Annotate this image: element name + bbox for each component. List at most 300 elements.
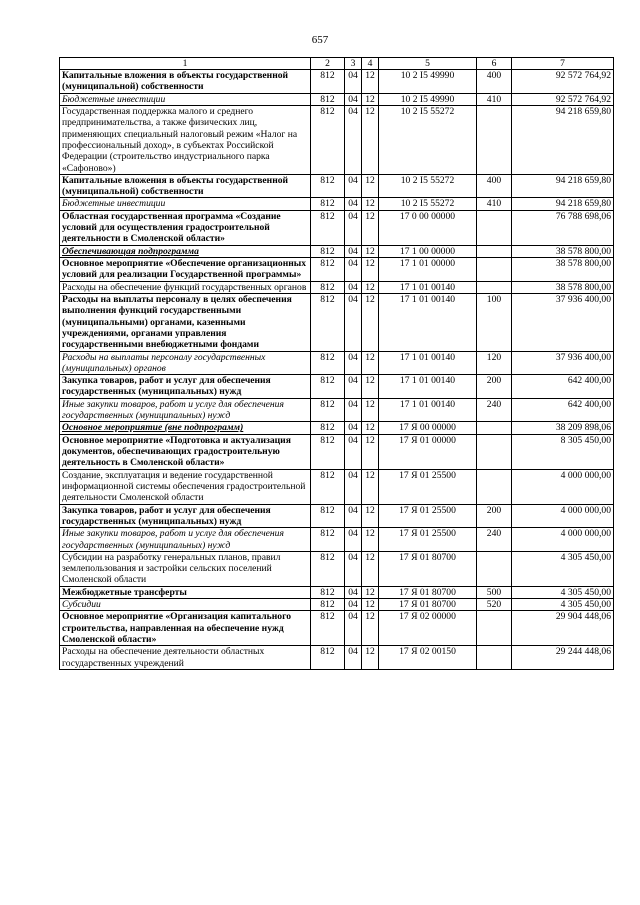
expense-type-code-cell	[477, 398, 512, 422]
target-article-code-cell	[379, 210, 477, 245]
amount-cell	[512, 93, 614, 105]
target-article-code-cell	[379, 646, 477, 670]
target-article-code: 17 Я 01 25500	[399, 469, 456, 481]
table-row	[60, 70, 614, 94]
target-article-code-cell	[379, 70, 477, 94]
table-row	[60, 198, 614, 210]
amount: 38 578 800,00	[555, 281, 611, 293]
amount-cell	[512, 293, 614, 351]
subsection-code-cell	[362, 281, 379, 293]
target-article-code: 10 2 I5 49990	[400, 93, 455, 105]
ministry-code-cell	[311, 504, 345, 528]
subsection-code-cell	[362, 70, 379, 94]
expense-type-code: 120	[486, 351, 502, 363]
subsection-code: 12	[365, 93, 375, 105]
expense-type-code-cell	[477, 293, 512, 351]
section-code: 04	[348, 258, 358, 269]
row-name-cell	[60, 293, 311, 351]
ministry-code-cell	[311, 586, 345, 598]
subsection-code-cell	[362, 245, 379, 257]
table-row	[60, 398, 614, 422]
row-name-cell	[60, 586, 311, 598]
target-article-code: 10 2 I5 49990	[400, 70, 455, 81]
ministry-code-cell	[311, 293, 345, 351]
section-code: 04	[348, 93, 358, 105]
ministry-code: 812	[320, 70, 335, 81]
expense-type-code: 200	[486, 504, 502, 516]
amount-cell	[512, 434, 614, 469]
target-article-code-cell	[379, 93, 477, 105]
subsection-code-cell	[362, 198, 379, 210]
ministry-code-cell	[311, 245, 345, 257]
section-code-cell	[345, 528, 362, 552]
target-article-code: 17 Я 01 00000	[399, 434, 456, 446]
subsection-code: 12	[365, 293, 375, 305]
table-row	[60, 375, 614, 399]
ministry-code-cell	[311, 646, 345, 670]
section-code-cell	[345, 351, 362, 375]
row-name-cell	[60, 528, 311, 552]
ministry-code: 812	[320, 245, 335, 257]
expense-type-code: 410	[486, 93, 502, 105]
amount: 37 936 400,00	[555, 293, 611, 305]
column-header: 2	[311, 58, 345, 70]
expense-type-code: 100	[486, 293, 502, 305]
table-row	[60, 93, 614, 105]
amount-cell	[512, 245, 614, 257]
section-code-cell	[345, 281, 362, 293]
row-name: Субсидии на разработку генеральных планов, правил землепользования и застройки сельских поселений Смоленской области	[62, 551, 281, 586]
ministry-code: 812	[320, 174, 335, 186]
amount: 8 305 450,00	[560, 434, 611, 446]
row-name: Расходы на выплаты персоналу государственных (муниципальных) органов	[62, 351, 266, 374]
amount: 4 000 000,00	[560, 528, 611, 540]
amount-cell	[512, 551, 614, 586]
table-row	[60, 646, 614, 670]
ministry-code: 812	[320, 586, 335, 598]
section-code-cell	[345, 375, 362, 399]
amount: 642 400,00	[567, 398, 611, 410]
row-name-cell	[60, 375, 311, 399]
amount-cell	[512, 105, 614, 174]
section-code-cell	[345, 599, 362, 611]
row-name-cell	[60, 258, 311, 282]
row-name-cell	[60, 504, 311, 528]
amount-cell	[512, 528, 614, 552]
target-article-code: 17 Я 01 80700	[399, 599, 456, 611]
subsection-code: 12	[365, 351, 375, 363]
ministry-code-cell	[311, 375, 345, 399]
subsection-code: 12	[365, 281, 375, 293]
target-article-code-cell	[379, 422, 477, 434]
ministry-code-cell	[311, 611, 345, 646]
section-code: 04	[348, 504, 358, 516]
expense-type-code: 400	[486, 174, 502, 186]
amount: 4 305 450,00	[560, 586, 611, 598]
section-code-cell	[345, 586, 362, 598]
subsection-code: 12	[365, 398, 375, 410]
ministry-code-cell	[311, 599, 345, 611]
table-body	[60, 70, 614, 670]
expense-type-code-cell	[477, 281, 512, 293]
table-row	[60, 504, 614, 528]
section-code-cell	[345, 611, 362, 646]
target-article-code-cell	[379, 504, 477, 528]
ministry-code: 812	[320, 93, 335, 105]
section-code: 04	[348, 422, 358, 434]
target-article-code-cell	[379, 586, 477, 598]
ministry-code: 812	[320, 105, 335, 117]
target-article-code-cell	[379, 174, 477, 198]
budget-table	[59, 57, 614, 670]
amount-cell	[512, 70, 614, 94]
row-name-cell	[60, 174, 311, 198]
section-code-cell	[345, 469, 362, 504]
subsection-code: 12	[365, 210, 375, 222]
amount-cell	[512, 469, 614, 504]
section-code-cell	[345, 293, 362, 351]
section-code-cell	[345, 198, 362, 210]
ministry-code: 812	[320, 611, 335, 623]
row-name: Государственная поддержка малого и среднего предпринимательства, а также физических лиц, применяющих специальный налоговый режим «Налог на профессиональный доход», в субъектах Российской Федерации (строительство индустриального парка «Сафоново»)	[62, 105, 298, 174]
target-article-code: 17 1 01 00140	[399, 398, 456, 410]
section-code: 04	[348, 293, 358, 305]
row-name-cell	[60, 351, 311, 375]
target-article-code-cell	[379, 258, 477, 282]
target-article-code: 17 Я 00 00000	[399, 422, 456, 434]
row-name-cell	[60, 245, 311, 257]
section-code: 04	[348, 351, 358, 363]
target-article-code-cell	[379, 293, 477, 351]
amount: 94 218 659,80	[555, 174, 611, 186]
ministry-code-cell	[311, 210, 345, 245]
subsection-code-cell	[362, 586, 379, 598]
target-article-code: 17 1 01 00140	[399, 351, 456, 363]
row-name: Основное мероприятие «Подготовка и актуализация документов, обеспечивающих градостроительную деятельность в Смоленской области»	[62, 434, 291, 469]
subsection-code: 12	[365, 551, 375, 563]
ministry-code: 812	[320, 599, 335, 611]
target-article-code: 17 Я 01 25500	[399, 504, 456, 516]
amount: 4 000 000,00	[560, 504, 611, 516]
amount: 38 578 800,00	[555, 245, 611, 257]
row-name-cell	[60, 599, 311, 611]
section-code: 04	[348, 551, 358, 563]
row-name: Обеспечивающая подпрограмма	[62, 245, 199, 257]
amount: 92 572 764,92	[555, 70, 611, 81]
target-article-code: 17 Я 01 80700	[399, 586, 456, 598]
ministry-code: 812	[320, 504, 335, 516]
expense-type-code-cell	[477, 375, 512, 399]
subsection-code-cell	[362, 551, 379, 586]
amount-cell	[512, 611, 614, 646]
section-code: 04	[348, 434, 358, 446]
table-row	[60, 551, 614, 586]
section-code: 04	[348, 70, 358, 81]
amount: 94 218 659,80	[555, 198, 611, 210]
amount-cell	[512, 586, 614, 598]
table-row	[60, 293, 614, 351]
target-article-code: 17 1 00 00000	[399, 245, 456, 257]
target-article-code: 17 0 00 00000	[399, 210, 456, 222]
subsection-code: 12	[365, 434, 375, 446]
row-name-cell	[60, 198, 311, 210]
amount: 38 209 898,06	[555, 422, 611, 434]
subsection-code-cell	[362, 105, 379, 174]
target-article-code: 17 1 01 00000	[399, 258, 456, 269]
ministry-code: 812	[320, 469, 335, 481]
subsection-code: 12	[365, 469, 375, 481]
subsection-code-cell	[362, 422, 379, 434]
section-code: 04	[348, 210, 358, 222]
row-name: Закупка товаров, работ и услуг для обеспечения государственных (муниципальных) нужд	[62, 375, 271, 398]
ministry-code-cell	[311, 528, 345, 552]
expense-type-code-cell	[477, 646, 512, 670]
expense-type-code-cell	[477, 210, 512, 245]
column-header: 3	[345, 58, 362, 70]
target-article-code-cell	[379, 375, 477, 399]
ministry-code-cell	[311, 434, 345, 469]
target-article-code: 10 2 I5 55272	[400, 174, 455, 186]
subsection-code: 12	[365, 245, 375, 257]
amount: 76 788 698,06	[555, 210, 611, 222]
expense-type-code-cell	[477, 551, 512, 586]
row-name-cell	[60, 70, 311, 94]
subsection-code-cell	[362, 93, 379, 105]
ministry-code: 812	[320, 210, 335, 222]
ministry-code-cell	[311, 551, 345, 586]
expense-type-code: 410	[486, 198, 502, 210]
ministry-code-cell	[311, 174, 345, 198]
expense-type-code-cell	[477, 528, 512, 552]
expense-type-code-cell	[477, 504, 512, 528]
row-name: Капитальные вложения в объекты государственной (муниципальной) собственности	[62, 174, 289, 198]
table-row	[60, 422, 614, 434]
ministry-code-cell	[311, 70, 345, 94]
ministry-code: 812	[320, 551, 335, 563]
amount: 4 305 450,00	[560, 551, 611, 563]
ministry-code: 812	[320, 258, 335, 269]
ministry-code-cell	[311, 198, 345, 210]
column-header: 4	[362, 58, 379, 70]
amount-cell	[512, 375, 614, 399]
subsection-code: 12	[365, 504, 375, 516]
row-name: Расходы на обеспечение функций государственных органов	[62, 281, 307, 293]
target-article-code-cell	[379, 245, 477, 257]
ministry-code-cell	[311, 93, 345, 105]
section-code: 04	[348, 646, 358, 658]
amount: 29 244 448,06	[555, 646, 611, 658]
target-article-code-cell	[379, 105, 477, 174]
section-code: 04	[348, 599, 358, 611]
amount: 642 400,00	[567, 375, 611, 387]
column-header: 7	[512, 58, 614, 70]
target-article-code-cell	[379, 434, 477, 469]
table-row	[60, 434, 614, 469]
row-name: Расходы на обеспечение деятельности областных государственных учреждений	[62, 646, 265, 669]
expense-type-code-cell	[477, 611, 512, 646]
subsection-code-cell	[362, 398, 379, 422]
section-code-cell	[345, 70, 362, 94]
section-code: 04	[348, 611, 358, 623]
expense-type-code-cell	[477, 586, 512, 598]
row-name: Межбюджетные трансферты	[62, 586, 187, 598]
section-code: 04	[348, 281, 358, 293]
table-row	[60, 528, 614, 552]
ministry-code-cell	[311, 281, 345, 293]
row-name: Бюджетные инвестиции	[62, 93, 166, 105]
section-code: 04	[348, 528, 358, 540]
target-article-code: 17 1 01 00140	[399, 293, 456, 305]
section-code: 04	[348, 398, 358, 410]
section-code-cell	[345, 504, 362, 528]
section-code: 04	[348, 469, 358, 481]
row-name: Основное мероприятие «Организация капитального строительства, направленная на обеспечение нужд Смоленской области»	[62, 611, 291, 645]
subsection-code: 12	[365, 198, 375, 210]
section-code: 04	[348, 198, 358, 210]
ministry-code: 812	[320, 351, 335, 363]
section-code-cell	[345, 646, 362, 670]
ministry-code: 812	[320, 646, 335, 658]
subsection-code-cell	[362, 375, 379, 399]
table-row	[60, 469, 614, 504]
table-row	[60, 599, 614, 611]
target-article-code-cell	[379, 281, 477, 293]
table-row	[60, 351, 614, 375]
expense-type-code-cell	[477, 105, 512, 174]
column-header: 5	[379, 58, 477, 70]
row-name: Закупка товаров, работ и услуг для обеспечения государственных (муниципальных) нужд	[62, 504, 271, 527]
subsection-code: 12	[365, 105, 375, 117]
section-code-cell	[345, 422, 362, 434]
target-article-code-cell	[379, 198, 477, 210]
subsection-code-cell	[362, 599, 379, 611]
subsection-code: 12	[365, 375, 375, 387]
expense-type-code: 200	[486, 375, 502, 387]
table-row	[60, 281, 614, 293]
row-name-cell	[60, 611, 311, 646]
ministry-code: 812	[320, 281, 335, 293]
row-name-cell	[60, 93, 311, 105]
subsection-code-cell	[362, 434, 379, 469]
row-name: Капитальные вложения в объекты государственной (муниципальной) собственности	[62, 70, 289, 93]
ministry-code: 812	[320, 198, 335, 210]
column-header: 1	[60, 58, 311, 70]
ministry-code: 812	[320, 434, 335, 446]
amount-cell	[512, 210, 614, 245]
amount: 37 936 400,00	[555, 351, 611, 363]
expense-type-code-cell	[477, 93, 512, 105]
subsection-code-cell	[362, 504, 379, 528]
row-name-cell	[60, 398, 311, 422]
target-article-code: 17 Я 02 00150	[399, 646, 456, 658]
section-code: 04	[348, 375, 358, 387]
section-code-cell	[345, 105, 362, 174]
expense-type-code: 400	[486, 70, 502, 81]
ministry-code: 812	[320, 422, 335, 434]
ministry-code-cell	[311, 398, 345, 422]
row-name: Основное мероприятие «Обеспечение организационных условий для реализации Государственной программы»	[62, 258, 307, 281]
section-code: 04	[348, 245, 358, 257]
amount-cell	[512, 646, 614, 670]
subsection-code-cell	[362, 611, 379, 646]
subsection-code: 12	[365, 528, 375, 540]
ministry-code: 812	[320, 375, 335, 387]
subsection-code: 12	[365, 599, 375, 611]
row-name: Основное мероприятие (вне подпрограмм)	[62, 422, 244, 434]
expense-type-code: 240	[486, 398, 502, 410]
target-article-code-cell	[379, 551, 477, 586]
row-name-cell	[60, 551, 311, 586]
subsection-code-cell	[362, 210, 379, 245]
expense-type-code-cell	[477, 245, 512, 257]
amount-cell	[512, 198, 614, 210]
subsection-code: 12	[365, 174, 375, 186]
amount: 29 904 448,06	[555, 611, 611, 623]
target-article-code: 17 Я 01 80700	[399, 551, 456, 563]
target-article-code: 10 2 I5 55272	[400, 198, 455, 210]
expense-type-code-cell	[477, 422, 512, 434]
ministry-code: 812	[320, 293, 335, 305]
subsection-code-cell	[362, 469, 379, 504]
ministry-code-cell	[311, 105, 345, 174]
column-header: 6	[477, 58, 512, 70]
amount: 94 218 659,80	[555, 105, 611, 117]
ministry-code: 812	[320, 528, 335, 540]
section-code-cell	[345, 258, 362, 282]
subsection-code: 12	[365, 646, 375, 658]
table-row	[60, 611, 614, 646]
section-code: 04	[348, 105, 358, 117]
expense-type-code: 500	[486, 586, 502, 598]
subsection-code-cell	[362, 174, 379, 198]
section-code-cell	[345, 174, 362, 198]
target-article-code: 10 2 I5 55272	[400, 105, 455, 117]
amount-cell	[512, 422, 614, 434]
subsection-code-cell	[362, 258, 379, 282]
section-code-cell	[345, 93, 362, 105]
row-name-cell	[60, 281, 311, 293]
ministry-code-cell	[311, 469, 345, 504]
amount-cell	[512, 599, 614, 611]
subsection-code-cell	[362, 646, 379, 670]
expense-type-code-cell	[477, 70, 512, 94]
section-code: 04	[348, 174, 358, 186]
amount: 4 305 450,00	[560, 599, 611, 611]
expense-type-code-cell	[477, 434, 512, 469]
target-article-code-cell	[379, 351, 477, 375]
amount: 4 000 000,00	[560, 469, 611, 481]
row-name: Иные закупки товаров, работ и услуг для обеспечения государственных (муниципальных) нужд	[62, 398, 284, 422]
amount-cell	[512, 398, 614, 422]
row-name: Бюджетные инвестиции	[62, 198, 166, 210]
expense-type-code-cell	[477, 174, 512, 198]
expense-type-code-cell	[477, 351, 512, 375]
section-code-cell	[345, 551, 362, 586]
target-article-code: 17 Я 02 00000	[399, 611, 456, 623]
expense-type-code-cell	[477, 198, 512, 210]
expense-type-code-cell	[477, 469, 512, 504]
amount: 38 578 800,00	[555, 258, 611, 269]
expense-type-code-cell	[477, 599, 512, 611]
subsection-code-cell	[362, 528, 379, 552]
subsection-code-cell	[362, 351, 379, 375]
subsection-code: 12	[365, 70, 375, 81]
row-name: Областная государственная программа «Создание условий для осуществления градостроительной деятельности в Смоленской области»	[62, 210, 281, 245]
row-name: Расходы на выплаты персоналу в целях обеспечения выполнения функций государственными (муниципальными) органами, казенными учреждениями, органами управления государственными внебюджетными фондами	[62, 293, 292, 351]
amount-cell	[512, 281, 614, 293]
section-code: 04	[348, 586, 358, 598]
ministry-code: 812	[320, 398, 335, 410]
